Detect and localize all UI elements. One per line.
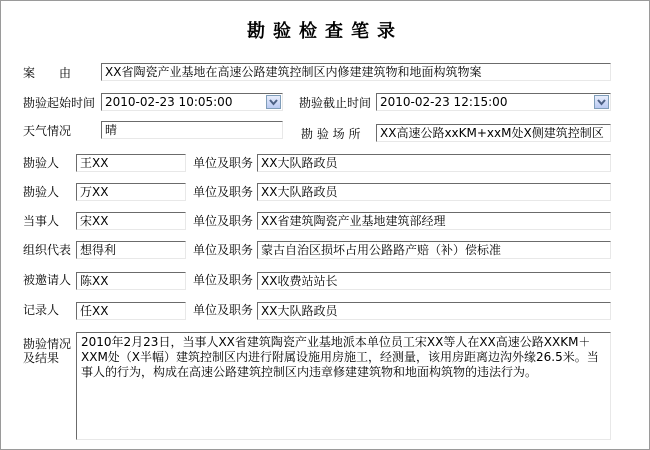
situation-label: 勘验情况	[23, 337, 72, 351]
situation-textarea[interactable]: 2010年2月23日，当事人XX省建筑陶瓷产业基地派本单位员工宋XX等人在XX高速公路XXKM＋XXM处（X半幅）建筑控制区内进行附属设施用房施工，经测量，该用房距离边沟外缘26.5米。当事人的行为，构成在高速公路建筑控制区内违章修建建筑物和地面构筑物的违法行为。	[76, 332, 611, 440]
person-name-field[interactable]: 万XX	[76, 183, 186, 201]
unit-field[interactable]: XX省建筑陶瓷产业基地建筑部经理	[257, 212, 611, 230]
weather-label: 天气情况	[23, 124, 72, 138]
situation-label-line2: 及结果	[23, 351, 60, 365]
weather-field[interactable]: 晴	[101, 121, 283, 139]
person-label: 记录人	[23, 303, 60, 317]
person-name-field[interactable]: 任XX	[76, 302, 186, 320]
chevron-down-icon	[595, 96, 608, 108]
chevron-down-icon	[267, 96, 280, 108]
case-field[interactable]: XX省陶瓷产业基地在高速公路建筑控制区内修建建筑物和地面构筑物案	[101, 63, 611, 81]
page-title: 勘验检查笔录	[247, 21, 403, 42]
unit-label: 单位及职务	[193, 243, 254, 257]
start-time-combo[interactable]	[101, 93, 283, 111]
person-name-field[interactable]: 宋XX	[76, 212, 186, 230]
person-label: 被邀请人	[23, 273, 72, 287]
start-time-value: 2010-02-23 10:05:00	[105, 95, 233, 109]
location-label: 勘 验 场 所	[301, 127, 361, 141]
person-name-field[interactable]: 陈XX	[76, 272, 186, 290]
case-label: 案 由	[23, 66, 72, 80]
unit-field[interactable]: XX大队路政员	[257, 154, 611, 172]
unit-field[interactable]: 蒙古自治区损坏占用公路路产赔（补）偿标准	[257, 241, 611, 259]
end-time-value: 2010-02-23 12:15:00	[380, 95, 508, 109]
location-field[interactable]: XX高速公路xxKM+xxM处X侧建筑控制区	[376, 124, 611, 142]
end-time-label: 勘验截止时间	[299, 96, 372, 110]
end-time-dropdown-button[interactable]	[594, 95, 609, 109]
unit-label: 单位及职务	[193, 273, 254, 287]
unit-field[interactable]: XX大队路政员	[257, 302, 611, 320]
unit-label: 单位及职务	[193, 185, 254, 199]
unit-field[interactable]: XX收费站站长	[257, 272, 611, 290]
person-label: 勘验人	[23, 185, 60, 199]
person-name-field[interactable]: 想得利	[76, 241, 186, 259]
unit-label: 单位及职务	[193, 156, 254, 170]
end-time-combo[interactable]	[376, 93, 611, 111]
person-label: 当事人	[23, 214, 60, 228]
start-time-dropdown-button[interactable]	[266, 95, 281, 109]
unit-field[interactable]: XX大队路政员	[257, 183, 611, 201]
person-label: 勘验人	[23, 156, 60, 170]
person-label: 组织代表	[23, 243, 72, 257]
unit-label: 单位及职务	[193, 303, 254, 317]
start-time-label: 勘验起始时间	[23, 96, 96, 110]
person-name-field[interactable]: 王XX	[76, 154, 186, 172]
unit-label: 单位及职务	[193, 214, 254, 228]
